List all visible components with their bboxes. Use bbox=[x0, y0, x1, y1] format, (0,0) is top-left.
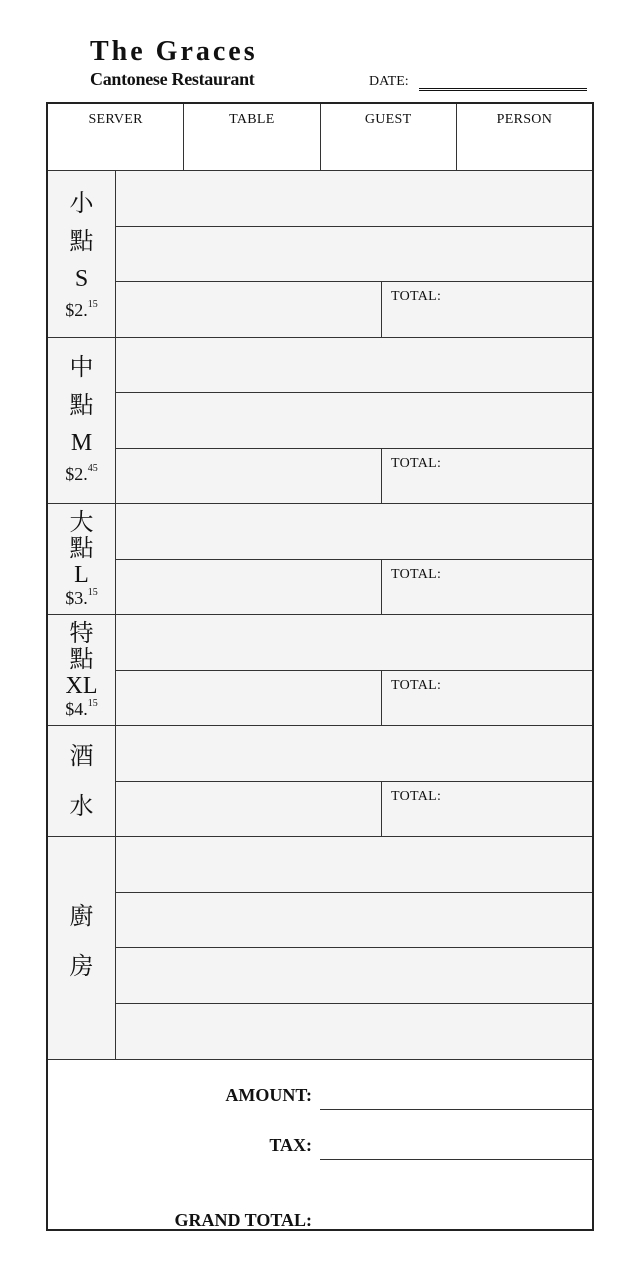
medium-price-main: $2. bbox=[65, 464, 88, 484]
restaurant-name: The Graces bbox=[90, 36, 258, 67]
guest-label: GUEST bbox=[364, 112, 412, 127]
table-label: TABLE bbox=[229, 112, 275, 127]
total-label: TOTAL: bbox=[391, 456, 442, 471]
tax-field[interactable] bbox=[320, 1159, 592, 1160]
section-large bbox=[48, 504, 592, 615]
order-line[interactable] bbox=[116, 782, 592, 836]
small-size: S bbox=[74, 266, 89, 292]
person-field[interactable] bbox=[457, 104, 592, 170]
tax-label: TAX: bbox=[269, 1135, 312, 1155]
order-line[interactable] bbox=[116, 504, 592, 560]
xlarge-char-2: 點 bbox=[69, 645, 94, 673]
large-size: L bbox=[74, 562, 89, 588]
guest-field[interactable] bbox=[321, 104, 457, 170]
medium-price-cents: 45 bbox=[87, 463, 98, 474]
section-xlarge bbox=[48, 615, 592, 726]
medium-total-field[interactable] bbox=[381, 449, 592, 503]
order-line[interactable] bbox=[116, 282, 592, 337]
amount-label: AMOUNT: bbox=[225, 1085, 312, 1105]
large-price-cents: 15 bbox=[87, 587, 98, 598]
section-xlarge-label bbox=[48, 615, 116, 725]
small-total-field[interactable] bbox=[381, 282, 592, 337]
section-large-label bbox=[48, 504, 116, 614]
date-label: DATE: bbox=[369, 74, 409, 89]
person-label: PERSON bbox=[496, 112, 553, 127]
order-line[interactable] bbox=[116, 227, 592, 282]
order-line[interactable] bbox=[116, 948, 592, 1004]
section-drinks bbox=[48, 726, 592, 837]
drinks-char-1: 酒 bbox=[69, 742, 94, 770]
order-line[interactable] bbox=[116, 1004, 592, 1059]
order-line[interactable] bbox=[116, 671, 592, 725]
drinks-char-2: 水 bbox=[69, 792, 94, 820]
section-drinks-label bbox=[48, 726, 116, 836]
order-line[interactable] bbox=[116, 726, 592, 782]
header-row bbox=[48, 104, 592, 171]
total-label: TOTAL: bbox=[391, 789, 442, 804]
section-medium bbox=[48, 338, 592, 504]
grand-total-label: GRAND TOTAL: bbox=[174, 1210, 312, 1230]
small-char-2: 點 bbox=[69, 227, 94, 255]
order-line[interactable] bbox=[116, 560, 592, 614]
order-form bbox=[46, 102, 594, 1231]
medium-char-1: 中 bbox=[69, 353, 94, 381]
small-price-main: $2. bbox=[65, 300, 88, 320]
drinks-total-field[interactable] bbox=[381, 782, 592, 836]
section-small-label bbox=[48, 171, 116, 337]
total-label: TOTAL: bbox=[391, 678, 442, 693]
xlarge-price bbox=[48, 700, 115, 718]
large-price-main: $3. bbox=[65, 588, 88, 608]
totals-footer bbox=[48, 1060, 592, 1229]
medium-char-2: 點 bbox=[69, 391, 94, 419]
order-line[interactable] bbox=[116, 338, 592, 393]
kitchen-char-1: 廚 bbox=[69, 902, 94, 930]
small-price-cents: 15 bbox=[87, 299, 98, 310]
total-label: TOTAL: bbox=[391, 567, 442, 582]
small-price bbox=[48, 301, 115, 319]
table-field[interactable] bbox=[184, 104, 320, 170]
xlarge-price-main: $4. bbox=[65, 699, 88, 719]
restaurant-subtitle: Cantonese Restaurant bbox=[90, 69, 255, 89]
server-field[interactable] bbox=[48, 104, 184, 170]
kitchen-char-2: 房 bbox=[69, 952, 94, 980]
section-small bbox=[48, 171, 592, 338]
medium-size: M bbox=[70, 430, 93, 456]
total-label: TOTAL: bbox=[391, 289, 442, 304]
large-price bbox=[48, 589, 115, 607]
order-line[interactable] bbox=[116, 393, 592, 449]
xlarge-price-cents: 15 bbox=[87, 698, 98, 709]
medium-price bbox=[48, 465, 115, 483]
order-line[interactable] bbox=[116, 893, 592, 948]
order-line[interactable] bbox=[116, 837, 592, 893]
section-kitchen-label bbox=[48, 837, 116, 1059]
order-line[interactable] bbox=[116, 449, 592, 503]
section-kitchen bbox=[48, 837, 592, 1060]
large-char-1: 大 bbox=[69, 508, 94, 536]
amount-field[interactable] bbox=[320, 1109, 592, 1110]
large-char-2: 點 bbox=[69, 534, 94, 562]
order-line[interactable] bbox=[116, 615, 592, 671]
xlarge-size: XL bbox=[65, 673, 98, 699]
section-medium-label bbox=[48, 338, 116, 503]
small-char-1: 小 bbox=[69, 189, 94, 217]
server-label: SERVER bbox=[88, 112, 143, 127]
date-field[interactable] bbox=[419, 88, 587, 91]
xlarge-char-1: 特 bbox=[69, 619, 94, 647]
order-line[interactable] bbox=[116, 171, 592, 227]
xlarge-total-field[interactable] bbox=[381, 671, 592, 725]
large-total-field[interactable] bbox=[381, 560, 592, 614]
